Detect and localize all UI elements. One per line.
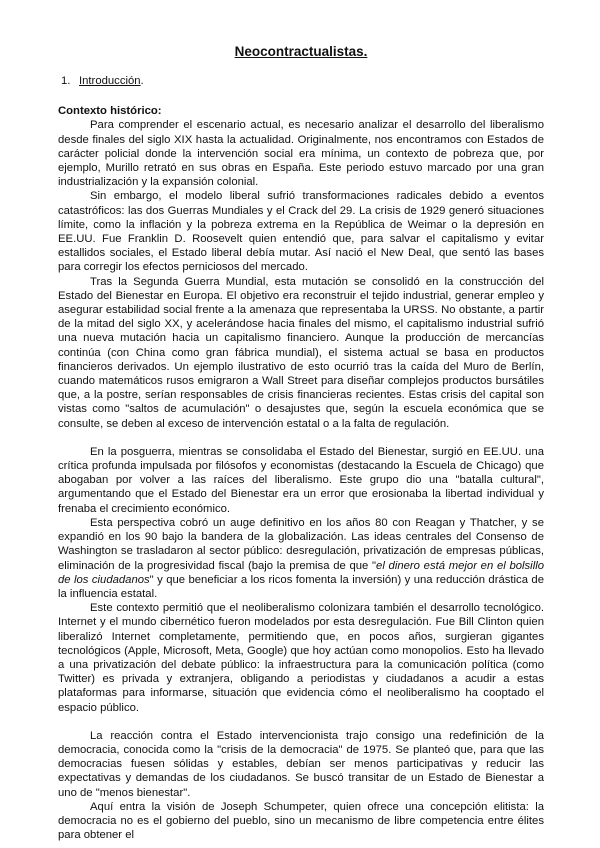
document-title: Neocontractualistas. [234, 44, 368, 59]
subheading-contexto: Contexto histórico: [58, 105, 162, 118]
paragraph-3: Tras la Segunda Guerra Mundial, esta mutación se consolidó en la construcción del Estado del Bienestar en Europa. El objetivo era reconstruir el tejido industrial, generar empleo y asegurar estabilidad social frente a la amenaza que representaba la URSS. No obstante, a partir de la mitad del siglo XX, y acelerándose hacia finales del mismo, el capitalismo industrial sufrió una nueva mutación hacia un capitalismo financiero. Aunque la producción de mercancías continúa (con China como gran fábrica mundial), el sistema actual se basa en productos financieros derivados. Un ejemplo ilustrativo de esto ocurrió tras la caída del Muro de Berlín, cuando matemáticos rusos emigraron a Wall Street para diseñar complejos productos bursátiles que, a la postre, serían responsables de crisis financieras recientes. Estas crisis del capital son vistas como "saltos de acumulación" o desajustes que, según la escuela económica que se consulte, se deben al exceso de intervención estatal o a la falta de regulación. [58, 275, 544, 430]
paragraph-4: En la posguerra, mientras se consolidaba el Estado del Bienestar, surgió en EE.UU. una crítica profunda impulsada por filósofos y economistas (destacando la Escuela de Chicago) que abogaban por volver a las raíces del liberalismo. Este grupo dio una "batalla cultural", argumentando que el Estado del Bienestar era un error que erosionaba la libertad individual y frenaba el crecimiento económico. [58, 445, 544, 515]
section-suffix: . [140, 75, 144, 87]
section-number: 1. [61, 75, 71, 87]
section-item-introduccion [58, 74, 544, 88]
paragraph-1: Para comprender el escenario actual, es necesario analizar el desarrollo del liberalismo desde finales del siglo XIX hasta la actualidad. Originalmente, nos encontramos con Estados de carácter policial donde la intervención social era mínima, un contexto de pobreza que, por ejemplo, Murillo retrató en sus obras en España. Este periodo estuvo marcado por una gran industrialización y la expansión colonial. [58, 119, 544, 189]
section-label: Introducción [79, 75, 141, 87]
paragraph-8: Aquí entra la visión de Joseph Schumpeter, quien ofrece una concepción elitista: la democracia no es el gobierno del pueblo, sino un mecanismo de libre competencia entre élites para obtener el [58, 800, 544, 842]
paragraph-2: Sin embargo, el modelo liberal sufrió transformaciones radicales debido a eventos catastróficos: las dos Guerras Mundiales y el Crack del 29. La crisis de 1929 generó situaciones límite, como la inflación y la pobreza extrema en la República de Weimar o la depresión en EE.UU. Fue Franklin D. Roosevelt quien entendió que, para salvar el capitalismo y evitar estallidos sociales, el Estado liberal debía mutar. Así nació el New Deal, que sentó las bases para corregir los efectos perniciosos del mercado. [58, 190, 544, 274]
paragraph-7: La reacción contra el Estado intervencionista trajo consigo una redefinición de la democracia, conocida como la "crisis de la democracia" de 1975. Se planteó que, para que las democracias fuesen sólidas y estables, debían ser menos participativas y reducir las expectativas y demandas de los ciudadanos. Se buscó transitar de un Estado de Bienestar a uno de "menos bienestar". [58, 729, 544, 799]
paragraph-6: Este contexto permitió que el neoliberalismo colonizara también el desarrollo tecnológico. Internet y el mundo cibernético fueron modelados por esta desregulación. Fue Bill Clinton quien liberalizó Internet completamente, permitiendo que, en pocos años, surgieran gigantes tecnológicos (Apple, Microsoft, Meta, Google) que hoy actúan como monopolios. Esto ha llevado a una privatización del debate público: la infraestructura para la comunicación política (como Twitter) es privada y extranjera, obligando a periodistas y ciudadanos a acudir a estas plataformas para informarse, situación que evidencia cómo el neoliberalismo ha cooptado el espacio público. [58, 602, 544, 714]
paragraph-5 [58, 516, 544, 601]
paragraph-5-quote: el dinero está mejor en el bolsillo de los ciudadanos [58, 559, 544, 586]
paragraph-5-tail: " y que beneficiar a los ricos fomenta la inversión) y una reducción drástica de la influencia estatal. [58, 573, 544, 600]
section-list [58, 74, 544, 88]
paragraph-5-text: Esta perspectiva cobró un auge definitivo en los años 80 con Reagan y Thatcher, y se expandió en los 90 bajo la bandera de la globalización. Las ideas centrales del Consenso de Washington se trasladaron al sector público: desregulación, privatización de empresas públicas, eliminación de la progresividad fiscal (bajo la premisa de que " [58, 516, 544, 572]
